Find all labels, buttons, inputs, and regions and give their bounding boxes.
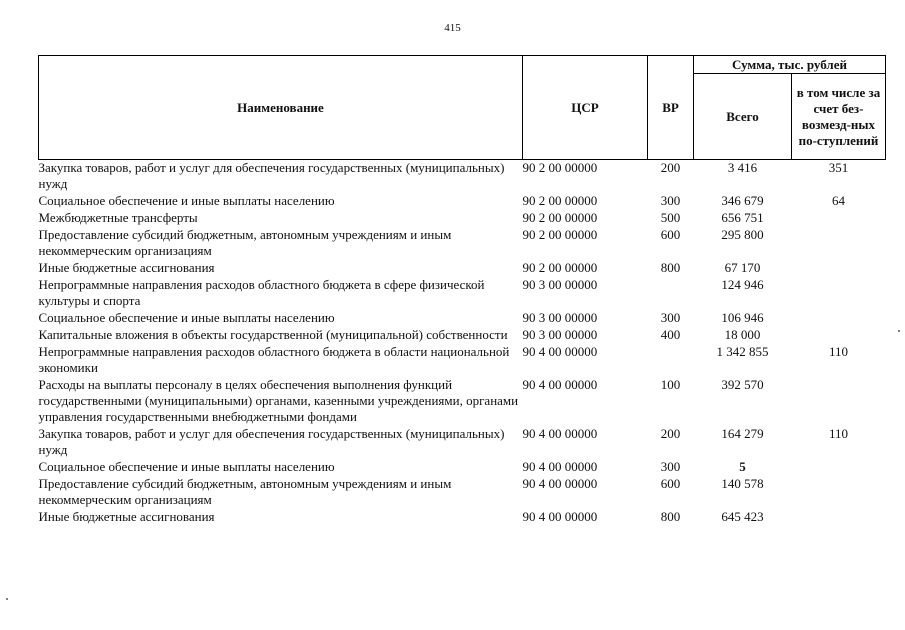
cell-total: 346 679	[721, 193, 764, 208]
cell-total: 295 800	[721, 227, 764, 242]
cell-vr: 500	[660, 210, 681, 225]
cell-free	[792, 260, 886, 277]
cell-total: 67 170	[724, 260, 761, 275]
table-row	[39, 210, 886, 227]
table-row	[39, 459, 886, 476]
scan-speck	[6, 598, 8, 600]
cell-free	[792, 377, 886, 426]
cell-name: Капитальные вложения в объекты государственной (муниципальной) собственности	[38, 327, 508, 342]
cell-vr: 300	[660, 193, 681, 208]
table-row	[39, 476, 886, 509]
table-row	[39, 277, 886, 310]
cell-total: 645 423	[721, 509, 764, 524]
cell-free	[792, 327, 886, 344]
cell-free	[792, 459, 886, 476]
cell-vr: 600	[660, 476, 681, 491]
budget-table	[38, 55, 886, 526]
table-row	[39, 509, 886, 526]
cell-total: 1 342 855	[716, 344, 769, 359]
cell-csr: 90 2 00 00000	[522, 227, 598, 242]
cell-total: 656 751	[721, 210, 764, 225]
table-row	[39, 227, 886, 260]
scan-speck	[898, 330, 900, 332]
cell-free: 351	[828, 160, 849, 175]
cell-name: Иные бюджетные ассигнования	[38, 509, 215, 524]
cell-name: Социальное обеспечение и иные выплаты населению	[38, 459, 335, 474]
cell-name: Иные бюджетные ассигнования	[38, 260, 215, 275]
cell-vr: 300	[660, 459, 681, 474]
cell-vr	[648, 344, 694, 377]
cell-name: Закупка товаров, работ и услуг для обеспечения государственных (муниципальных) нужд	[38, 426, 505, 457]
cell-vr	[648, 277, 694, 310]
cell-free	[792, 227, 886, 260]
cell-csr: 90 4 00 00000	[522, 426, 598, 441]
cell-csr: 90 4 00 00000	[522, 459, 598, 474]
table-row	[39, 426, 886, 459]
cell-total: 5	[739, 459, 746, 474]
cell-csr: 90 3 00 00000	[522, 310, 598, 325]
cell-vr: 600	[660, 227, 681, 242]
cell-total: 106 946	[721, 310, 764, 325]
cell-free	[792, 509, 886, 526]
table-body	[39, 160, 886, 527]
cell-name: Расходы на выплаты персоналу в целях обеспечения выполнения функций государственными (муниципальными) органами, казенными учреждениями, органами управления государственными внебюджетными фондами	[38, 377, 519, 424]
cell-vr: 100	[660, 377, 681, 392]
cell-free: 110	[828, 426, 849, 441]
cell-name: Непрограммные направления расходов областного бюджета в сфере физической культуры и спорта	[38, 277, 485, 308]
header-csr: ЦСР	[523, 56, 648, 160]
cell-free	[792, 310, 886, 327]
cell-csr: 90 3 00 00000	[522, 277, 598, 292]
table-row	[39, 193, 886, 210]
cell-free: 110	[828, 344, 849, 359]
table-row	[39, 160, 886, 194]
cell-csr: 90 4 00 00000	[522, 509, 598, 524]
cell-name: Закупка товаров, работ и услуг для обеспечения государственных (муниципальных) нужд	[38, 160, 505, 191]
cell-vr: 200	[660, 160, 681, 175]
cell-free	[792, 476, 886, 509]
cell-name: Межбюджетные трансферты	[38, 210, 198, 225]
header-sum: Сумма, тыс. рублей	[694, 56, 886, 74]
cell-csr: 90 4 00 00000	[522, 377, 598, 392]
cell-total: 18 000	[724, 327, 761, 342]
cell-vr: 800	[660, 509, 681, 524]
cell-free: 64	[832, 193, 845, 208]
table-header	[39, 56, 886, 160]
header-name: Наименование	[39, 56, 523, 160]
cell-vr: 200	[660, 426, 681, 441]
cell-csr: 90 4 00 00000	[522, 476, 598, 491]
cell-csr: 90 2 00 00000	[522, 193, 598, 208]
cell-vr: 800	[660, 260, 681, 275]
header-total: Всего	[694, 74, 792, 160]
cell-free	[792, 210, 886, 227]
cell-csr: 90 3 00 00000	[522, 327, 598, 342]
cell-total: 164 279	[721, 426, 764, 441]
cell-vr: 400	[660, 327, 681, 342]
page-number: 415	[444, 22, 461, 34]
cell-name: Непрограммные направления расходов областного бюджета в области национальной экономики	[38, 344, 510, 375]
table-row	[39, 344, 886, 377]
table-row	[39, 327, 886, 344]
cell-csr: 90 2 00 00000	[522, 160, 598, 175]
cell-total: 124 946	[721, 277, 764, 292]
cell-name: Социальное обеспечение и иные выплаты населению	[38, 193, 335, 208]
cell-total: 3 416	[727, 160, 758, 175]
cell-name: Социальное обеспечение и иные выплаты населению	[38, 310, 335, 325]
cell-name: Предоставление субсидий бюджетным, автономным учреждениям и иным некоммерческим организациям	[38, 227, 452, 258]
table-row	[39, 260, 886, 277]
cell-csr: 90 2 00 00000	[522, 260, 598, 275]
header-vr: ВР	[648, 56, 694, 160]
cell-total: 140 578	[721, 476, 764, 491]
header-free: в том числе за счет без-возмезд-ных по-ступлений	[792, 74, 886, 160]
table-row	[39, 310, 886, 327]
cell-csr: 90 4 00 00000	[522, 344, 598, 359]
cell-name: Предоставление субсидий бюджетным, автономным учреждениям и иным некоммерческим организациям	[38, 476, 452, 507]
cell-csr: 90 2 00 00000	[522, 210, 598, 225]
cell-vr: 300	[660, 310, 681, 325]
cell-total: 392 570	[721, 377, 764, 392]
table-row	[39, 377, 886, 426]
cell-free	[792, 277, 886, 310]
